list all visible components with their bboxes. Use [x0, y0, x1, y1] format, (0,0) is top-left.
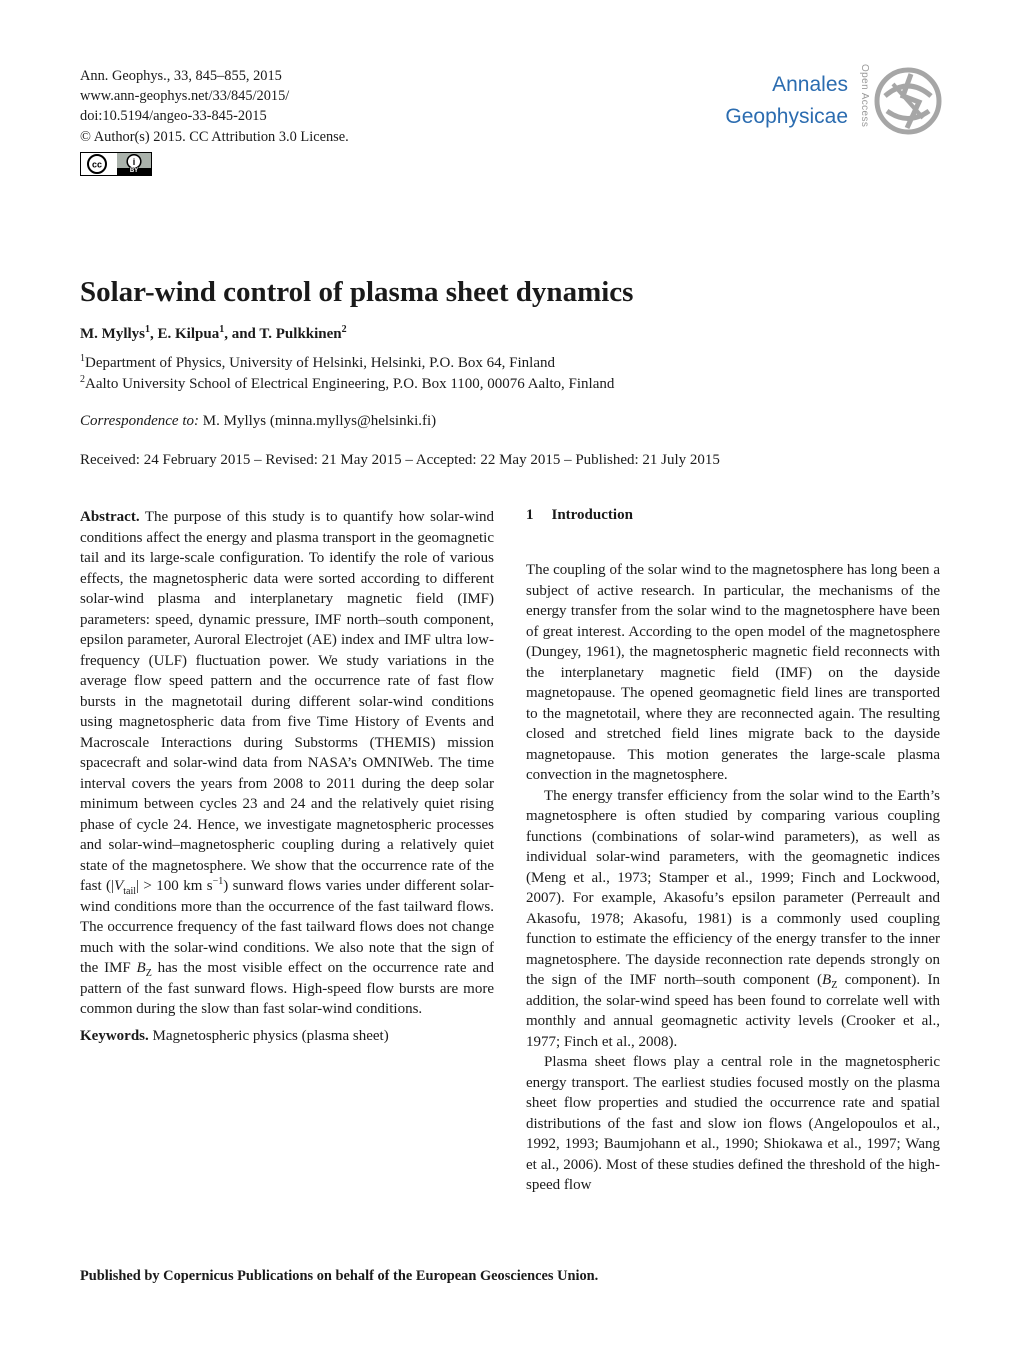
cc-symbol-text: cc — [91, 159, 103, 170]
abstract-paragraph — [80, 507, 494, 1020]
author-name[interactable]: E. Kilpua — [157, 326, 220, 342]
author-affiliation-mark: 2 — [341, 324, 347, 335]
abstract-text: has the most visible effect on the occurrence rate and pattern of the fast sunward flows. High-speed flow bursts are more common during the slow than fast solar-wind conditions. — [80, 960, 495, 1017]
intro-paragraph-3: Plasma sheet flows play a central role in the magnetospheric energy transport. The earliest studies focused mostly on the plasma sheet flow properties and studied the occurrence rate and spatial distributions of the fast and slow ion flows (Angelopoulos et al., 1992, 1993; Baumjohann et al., 1990; Shiokawa et al., 1997; Wang et al., 2006). Most of these studies defined the threshold of the high-speed flow — [526, 1054, 940, 1193]
citation-line: Ann. Geophys., 33, 845–855, 2015 — [80, 68, 282, 84]
correspondence-line — [80, 411, 436, 431]
doi-line[interactable]: doi:10.5194/angeo-33-845-2015 — [80, 108, 267, 124]
abstract-label: Abstract. — [80, 509, 140, 525]
affiliation-text: Aalto University School of Electrical Engineering, P.O. Box 1100, 00076 Aalto, Finland — [85, 376, 615, 392]
cc-icon — [85, 154, 109, 174]
abstract-text: ) sunward flows varies under different solar-wind conditions more than the occurrence of the fast tailward flows. The occurrence frequency of the fast tailward flows does not change much with the solar-wind conditions. We also note that the sign of the IMF — [80, 878, 495, 976]
cc-by-badge[interactable] — [80, 152, 152, 176]
intro-paragraph-1: The coupling of the solar wind to the magnetosphere has long been a subject of active research. In particular, the mechanisms of the energy transfer from the solar wind to the magnetosphere have been of great interest. According to the open model of the magnetosphere (Dungey, 1961), the magnetospheric magnetic field reconnects with the interplanetary magnetic field (IMF) on the dayside magnetopause. The opened geomagnetic field lines are transported to the magnetotail, where they are reconnected again. The resulting closed and stretched field lines migrate back to the dayside magnetopause. This motion generates the large-scale plasma convection in the magnetosphere. — [526, 562, 940, 783]
publisher-footer: Published by Copernicus Publications on behalf of the European Geosciences Union. — [80, 1268, 599, 1284]
attribution-symbol-text: i — [132, 157, 136, 167]
abstract-column — [80, 507, 494, 1046]
author-separator: , — [150, 326, 158, 342]
attribution-icon — [124, 154, 144, 169]
journal-name-line2: Geophysicae — [725, 105, 848, 128]
keywords-paragraph — [80, 1026, 494, 1047]
b-subscript: Z — [831, 980, 838, 991]
annales-geophysicae-logo-icon — [873, 66, 943, 136]
cc-by-label: BY — [117, 168, 151, 175]
b-symbol: B — [822, 972, 832, 988]
author-affiliation-mark: 1 — [219, 324, 225, 335]
license-line: © Author(s) 2015. CC Attribution 3.0 License. — [80, 129, 349, 145]
correspondence-contact[interactable]: M. Myllys (minna.myllys@helsinki.fi) — [202, 413, 437, 429]
journal-name-line1: Annales — [772, 73, 848, 96]
section-number: 1 — [526, 507, 534, 523]
publication-dates: Received: 24 February 2015 – Revised: 21 May 2015 – Accepted: 22 May 2015 – Published: 21 July 2015 — [80, 452, 720, 468]
correspondence-label: Correspondence to: — [80, 413, 200, 429]
affiliation-2 — [80, 374, 614, 395]
v-symbol: V — [114, 878, 124, 894]
introduction-column — [526, 560, 940, 1196]
abstract-text: | > 100 km s — [136, 878, 213, 894]
journal-url[interactable]: www.ann-geophys.net/33/845/2015/ — [80, 88, 290, 104]
author-separator: , and — [224, 326, 260, 342]
section-title: Introduction — [551, 507, 633, 523]
intro-text: The energy transfer efficiency from the solar wind to the Earth’s magnetosphere is often studied by comparing various coupling functions (combinations of solar-wind parameters), as well as individual solar-wind parameters, with the geomagnetic indices (Meng et al., 1973; Stamper et al., 1999; Finch and Lockwood, 2007). For example, Akasofu’s epsilon parameter (Perreault and Akasofu, 1978; Akasofu, 1981) is a commonly used coupling function to estimate the efficiency of the energy transfer to the inner magnetosphere. The dayside reconnection rate depends strongly on the sign of the IMF north–south component ( — [526, 787, 940, 988]
keywords-text: Magnetospheric physics (plasma sheet) — [148, 1027, 389, 1044]
article-title: Solar-wind control of plasma sheet dynamics — [80, 276, 634, 308]
keywords-label: Keywords. — [80, 1027, 149, 1044]
b-symbol: B — [136, 960, 146, 976]
section-heading-introduction — [526, 507, 633, 524]
author-name[interactable]: T. Pulkkinen — [259, 326, 342, 342]
unit-exponent: −1 — [212, 876, 224, 887]
affiliation-1 — [80, 353, 555, 374]
affiliation-number: 2 — [80, 374, 85, 385]
author-name[interactable]: M. Myllys — [80, 326, 145, 342]
intro-paragraph-2 — [526, 786, 940, 1053]
intro-text: component). In addition, the solar-wind speed has been found to correlate well with monthly and annual geomagnetic activity levels (Crooker et al., 1977; Finch et al., 2008). — [526, 972, 941, 1050]
affiliation-text: Department of Physics, University of Helsinki, Helsinki, P.O. Box 64, Finland — [85, 355, 555, 371]
abstract-text: The purpose of this study is to quantify how solar-wind conditions affect the energy and plasma transport in the geomagnetic tail and its large-scale configuration. To identify the role of various effects, the magnetospheric data were sorted according to different solar-wind plasma and interplanetary magnetic field (IMF) parameters: speed, dynamic pressure, IMF north–south component, epsilon parameter, Auroral Electrojet (AE) index and IMF ultra low-frequency (ULF) fluctuation power. We study variations in the average flow speed pattern and the occurrence rate of fast flow bursts in the magnetotail during different solar-wind conditions using magnetospheric data from five Time History of Events and Macroscale Interactions during Substorms (THEMIS) mission spacecraft and solar-wind data from NASA’s OMNIWeb. The time interval covers the years from 2008 to 2011 during the deep solar minimum between cycles 23 and 24 and the relatively quiet rising phase of cycle 24. Hence, we investigate magnetospheric processes and solar-wind–magnetospheric coupling during a relatively quiet state of the magnetosphere. We show that the occurrence rate of the fast (| — [80, 509, 494, 894]
author-list — [80, 326, 347, 343]
v-subscript: tail — [123, 886, 137, 897]
b-subscript: Z — [145, 968, 152, 979]
affiliation-number: 1 — [80, 353, 85, 364]
open-access-label: Open Access — [859, 64, 870, 128]
author-affiliation-mark: 1 — [145, 324, 150, 335]
